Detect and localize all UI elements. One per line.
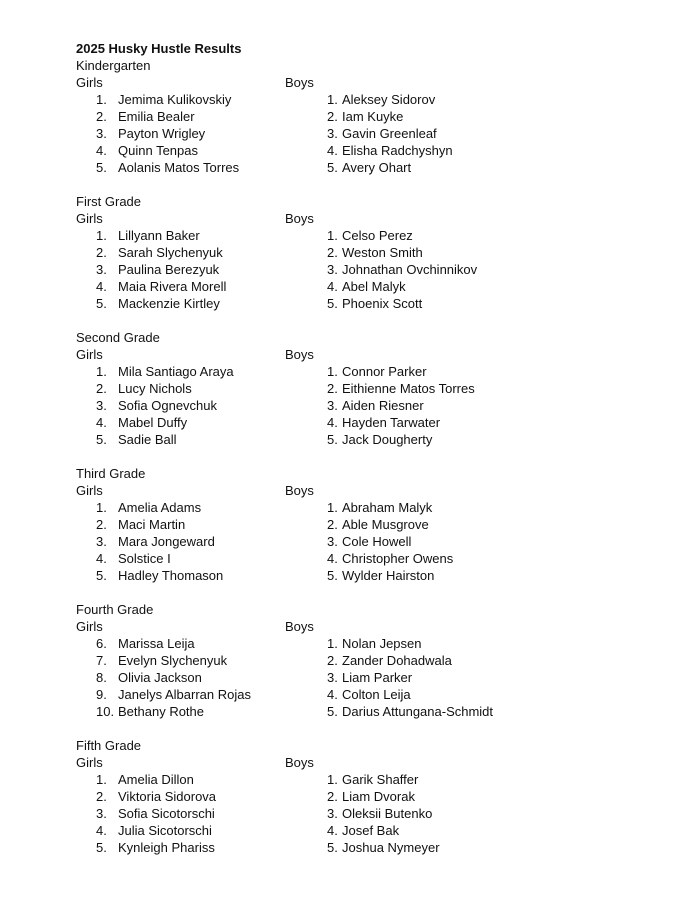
place-number: 2.: [327, 653, 338, 668]
boys-list: [285, 91, 555, 176]
student-name: Nolan Jepsen: [342, 636, 422, 651]
place-number: 1.: [327, 228, 338, 243]
place-number: 3.: [96, 534, 107, 549]
student-name: Oleksii Butenko: [342, 806, 433, 821]
boys-column: [285, 618, 555, 720]
place-number: 3.: [327, 670, 338, 685]
boys-result-entry: [285, 686, 555, 703]
place-number: 10.: [96, 704, 115, 719]
boys-result-entry: [285, 363, 555, 380]
student-name: Jack Dougherty: [342, 432, 433, 447]
place-number: 2.: [327, 789, 338, 804]
student-name: Darius Attungana-Schmidt: [342, 704, 494, 719]
place-number: 4.: [96, 551, 107, 566]
place-number: 5.: [96, 160, 107, 175]
student-name: Sarah Slychenyuk: [118, 245, 223, 260]
student-name: Janelys Albarran Rojas: [118, 687, 251, 702]
results-columns: [76, 74, 636, 176]
student-name: Quinn Tenpas: [118, 143, 198, 158]
place-number: 9.: [96, 687, 107, 702]
student-name: Lillyann Baker: [118, 228, 200, 243]
place-number: 1.: [327, 500, 338, 515]
place-number: 3.: [96, 262, 107, 277]
results-columns: [76, 346, 636, 448]
student-name: Olivia Jackson: [118, 670, 202, 685]
boys-result-entry: [285, 244, 555, 261]
student-name: Paulina Berezyuk: [118, 262, 220, 277]
boys-result-entry: [285, 125, 555, 142]
results-columns: [76, 482, 636, 584]
student-name: Viktoria Sidorova: [118, 789, 217, 804]
student-name: Elisha Radchyshyn: [342, 143, 453, 158]
student-name: Payton Wrigley: [118, 126, 206, 141]
place-number: 5.: [96, 296, 107, 311]
boys-result-entry: [285, 703, 555, 720]
boys-label: Boys: [285, 347, 314, 362]
boys-result-entry: [285, 669, 555, 686]
place-number: 1.: [327, 772, 338, 787]
place-number: 4.: [96, 823, 107, 838]
boys-result-entry: [285, 261, 555, 278]
place-number: 1.: [96, 772, 107, 787]
place-number: 2.: [327, 517, 338, 532]
grade-heading: Kindergarten: [76, 58, 151, 73]
student-name: Able Musgrove: [342, 517, 429, 532]
results-document: [76, 40, 636, 873]
student-name: Aiden Riesner: [342, 398, 424, 413]
boys-column: [285, 346, 555, 448]
student-name: Lucy Nichols: [118, 381, 192, 396]
student-name: Mabel Duffy: [118, 415, 188, 430]
student-name: Mackenzie Kirtley: [118, 296, 220, 311]
boys-result-entry: [285, 788, 555, 805]
boys-result-entry: [285, 822, 555, 839]
place-number: 5.: [96, 568, 107, 583]
girls-label: Girls: [76, 483, 103, 498]
student-name: Liam Dvorak: [342, 789, 415, 804]
student-name: Colton Leija: [342, 687, 411, 702]
boys-label: Boys: [285, 483, 314, 498]
boys-result-entry: [285, 533, 555, 550]
grade-section: [76, 193, 636, 312]
results-columns: [76, 210, 636, 312]
place-number: 3.: [327, 806, 338, 821]
place-number: 2.: [96, 789, 107, 804]
student-name: Wylder Hairston: [342, 568, 435, 583]
girls-label: Girls: [76, 347, 103, 362]
boys-column: [285, 210, 555, 312]
place-number: 1.: [96, 92, 107, 107]
place-number: 2.: [96, 517, 107, 532]
place-number: 4.: [96, 415, 107, 430]
student-name: Aolanis Matos Torres: [118, 160, 240, 175]
student-name: Maci Martin: [118, 517, 186, 532]
student-name: Josef Bak: [342, 823, 400, 838]
student-name: Hadley Thomason: [118, 568, 224, 583]
place-number: 5.: [327, 296, 338, 311]
grade-section: [76, 329, 636, 448]
girls-label: Girls: [76, 619, 103, 634]
student-name: Maia Rivera Morell: [118, 279, 227, 294]
place-number: 2.: [327, 245, 338, 260]
boys-result-entry: [285, 805, 555, 822]
grade-section: [76, 737, 636, 856]
student-name: Gavin Greenleaf: [342, 126, 437, 141]
boys-result-entry: [285, 499, 555, 516]
boys-result-entry: [285, 839, 555, 856]
student-name: Abel Malyk: [342, 279, 406, 294]
student-name: Julia Sicotorschi: [118, 823, 212, 838]
boys-result-entry: [285, 431, 555, 448]
place-number: 4.: [96, 279, 107, 294]
place-number: 3.: [96, 126, 107, 141]
place-number: 3.: [327, 534, 338, 549]
place-number: 4.: [96, 143, 107, 158]
place-number: 3.: [96, 806, 107, 821]
boys-label: Boys: [285, 619, 314, 634]
boys-list: [285, 499, 555, 584]
boys-result-entry: [285, 516, 555, 533]
student-name: Solstice I: [118, 551, 171, 566]
boys-column: [285, 482, 555, 584]
place-number: 6.: [96, 636, 107, 651]
boys-result-entry: [285, 397, 555, 414]
place-number: 5.: [327, 840, 338, 855]
student-name: Bethany Rothe: [118, 704, 205, 719]
boys-label: Boys: [285, 211, 314, 226]
place-number: 1.: [327, 92, 338, 107]
student-name: Abraham Malyk: [342, 500, 433, 515]
place-number: 2.: [96, 109, 107, 124]
place-number: 2.: [327, 381, 338, 396]
student-name: Jemima Kulikovskiy: [118, 92, 232, 107]
student-name: Amelia Adams: [118, 500, 202, 515]
boys-result-entry: [285, 771, 555, 788]
girls-label: Girls: [76, 755, 103, 770]
student-name: Aleksey Sidorov: [342, 92, 436, 107]
place-number: 3.: [96, 398, 107, 413]
boys-result-entry: [285, 380, 555, 397]
student-name: Christopher Owens: [342, 551, 454, 566]
place-number: 1.: [96, 228, 107, 243]
place-number: 5.: [327, 160, 338, 175]
place-number: 4.: [327, 143, 338, 158]
place-number: 4.: [327, 415, 338, 430]
boys-result-entry: [285, 227, 555, 244]
grade-heading: First Grade: [76, 194, 142, 209]
place-number: 3.: [327, 262, 338, 277]
place-number: 5.: [327, 704, 338, 719]
student-name: Sadie Ball: [118, 432, 177, 447]
grade-section: [76, 57, 636, 176]
boys-result-entry: [285, 567, 555, 584]
grade-heading: Fourth Grade: [76, 602, 154, 617]
student-name: Connor Parker: [342, 364, 427, 379]
student-name: Celso Perez: [342, 228, 413, 243]
place-number: 5.: [96, 432, 107, 447]
student-name: Emilia Bealer: [118, 109, 195, 124]
place-number: 2.: [96, 245, 107, 260]
student-name: Evelyn Slychenyuk: [118, 653, 228, 668]
boys-result-entry: [285, 652, 555, 669]
document-title: 2025 Husky Hustle Results: [76, 41, 242, 56]
place-number: 5.: [327, 568, 338, 583]
student-name: Sofia Sicotorschi: [118, 806, 215, 821]
girls-label: Girls: [76, 211, 103, 226]
place-number: 2.: [96, 381, 107, 396]
place-number: 2.: [327, 109, 338, 124]
place-number: 8.: [96, 670, 107, 685]
grade-section: [76, 465, 636, 584]
boys-result-entry: [285, 295, 555, 312]
grade-heading: Second Grade: [76, 330, 160, 345]
boys-result-entry: [285, 142, 555, 159]
boys-result-entry: [285, 91, 555, 108]
student-name: Weston Smith: [342, 245, 423, 260]
place-number: 5.: [96, 840, 107, 855]
place-number: 1.: [327, 364, 338, 379]
boys-result-entry: [285, 159, 555, 176]
results-columns: [76, 754, 636, 856]
girls-label: Girls: [76, 75, 103, 90]
student-name: Johnathan Ovchinnikov: [342, 262, 478, 277]
boys-result-entry: [285, 635, 555, 652]
place-number: 3.: [327, 398, 338, 413]
student-name: Iam Kuyke: [342, 109, 404, 124]
place-number: 4.: [327, 551, 338, 566]
boys-result-entry: [285, 550, 555, 567]
student-name: Phoenix Scott: [342, 296, 423, 311]
boys-column: [285, 74, 555, 176]
boys-list: [285, 771, 555, 856]
place-number: 4.: [327, 279, 338, 294]
place-number: 7.: [96, 653, 107, 668]
student-name: Amelia Dillon: [118, 772, 194, 787]
place-number: 1.: [96, 500, 107, 515]
student-name: Mara Jongeward: [118, 534, 215, 549]
student-name: Mila Santiago Araya: [118, 364, 234, 379]
boys-list: [285, 363, 555, 448]
place-number: 1.: [96, 364, 107, 379]
student-name: Liam Parker: [342, 670, 413, 685]
student-name: Cole Howell: [342, 534, 412, 549]
grade-heading: Fifth Grade: [76, 738, 142, 753]
place-number: 4.: [327, 823, 338, 838]
place-number: 1.: [327, 636, 338, 651]
place-number: 5.: [327, 432, 338, 447]
grade-section: [76, 601, 636, 720]
student-name: Garik Shaffer: [342, 772, 419, 787]
student-name: Avery Ohart: [342, 160, 412, 175]
boys-column: [285, 754, 555, 856]
student-name: Eithienne Matos Torres: [342, 381, 475, 396]
grade-sections: [76, 57, 636, 856]
boys-result-entry: [285, 108, 555, 125]
boys-label: Boys: [285, 75, 314, 90]
boys-result-entry: [285, 278, 555, 295]
student-name: Zander Dohadwala: [342, 653, 452, 668]
place-number: 3.: [327, 126, 338, 141]
results-columns: [76, 618, 636, 720]
boys-list: [285, 635, 555, 720]
student-name: Sofia Ognevchuk: [118, 398, 218, 413]
student-name: Kynleigh Phariss: [118, 840, 215, 855]
grade-heading: Third Grade: [76, 466, 146, 481]
student-name: Marissa Leija: [118, 636, 195, 651]
boys-result-entry: [285, 414, 555, 431]
place-number: 4.: [327, 687, 338, 702]
boys-label: Boys: [285, 755, 314, 770]
student-name: Hayden Tarwater: [342, 415, 441, 430]
boys-list: [285, 227, 555, 312]
student-name: Joshua Nymeyer: [342, 840, 440, 855]
